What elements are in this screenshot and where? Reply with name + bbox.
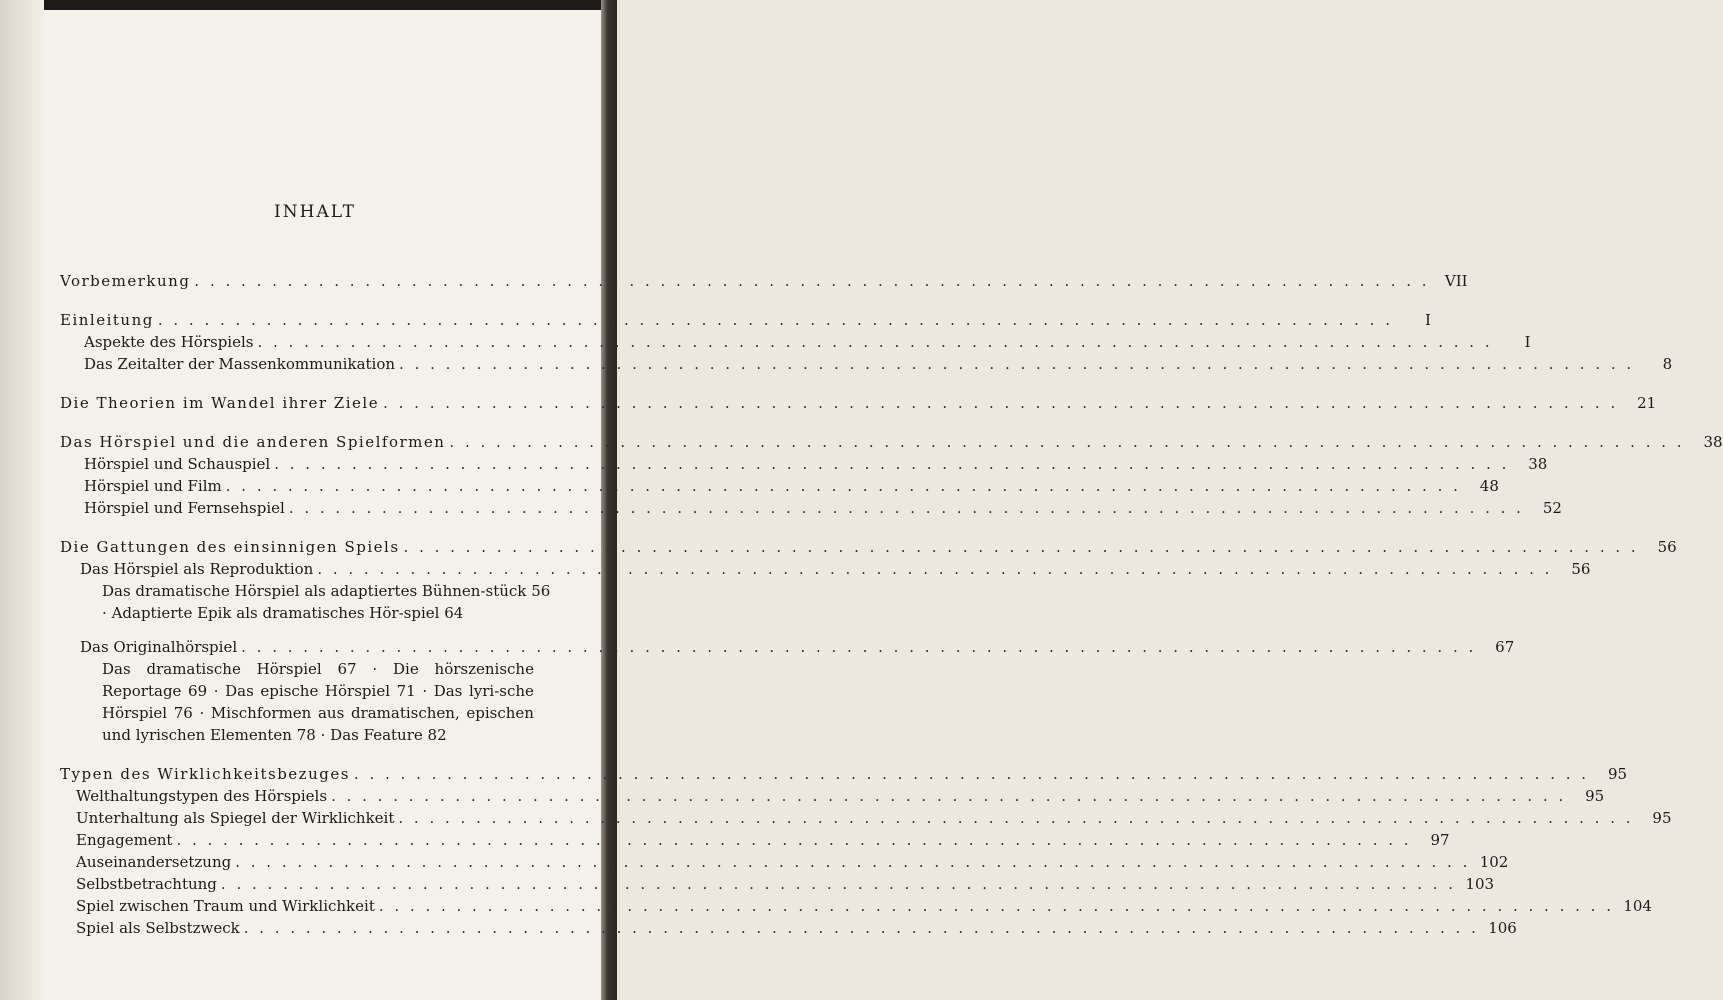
dot-leader: . . . . . . . . . . . . . . . . . . . . . . . . . . . . . . . . . . . . . . . . . . . . . . . . . . . . . . . . . . . . . . . . . . . . . . . . . . . . . . . .	[194, 272, 1430, 290]
entry-page: 48	[1479, 477, 1499, 495]
dot-leader: . . . . . . . . . . . . . . . . . . . . . . . . . . . . . . . . . . . . . . . . . . . . . . . . . . . . . . . . . . . . . . . . . . . . . . . . . . . . . . . .	[403, 538, 1639, 556]
entry-title: Hörspiel und Film	[84, 477, 222, 495]
separator: ·	[102, 604, 107, 622]
entry-title: Engagement	[76, 831, 173, 849]
entry-title: Vorbemerkung	[60, 272, 191, 290]
entry-title: Die hörszenische Reportage	[102, 660, 534, 700]
entry-page: 95	[1652, 809, 1672, 827]
toc-paragraph	[60, 658, 560, 746]
toc-entry-sub	[60, 917, 1517, 939]
toc-section	[60, 763, 1672, 939]
entry-title: Das Zeitalter der Massenkommunikation	[84, 355, 396, 373]
entry-page: 67	[1495, 638, 1515, 656]
toc-section	[60, 309, 1673, 375]
dot-leader: . . . . . . . . . . . . . . . . . . . . . . . . . . . . . . . . . . . . . . . . . . . . . . . . . . . . . . . . . . . . . . . . . . . . . . . . . . . . . . . .	[235, 853, 1471, 871]
toc-entry-sub	[60, 636, 1515, 658]
dot-leader: . . . . . . . . . . . . . . . . . . . . . . . . . . . . . . . . . . . . . . . . . . . . . . . . . . . . . . . . . . . . . . . . . . . . . . . . . . . . . . . .	[241, 638, 1477, 656]
entry-page: I	[1425, 311, 1431, 329]
entry-page: 56	[1571, 560, 1591, 578]
separator: ·	[213, 682, 219, 700]
entry-title: Das epische Hörspiel	[225, 682, 390, 700]
entry-page: 71	[396, 682, 416, 700]
entry-page: 82	[427, 726, 447, 744]
page-title: INHALT	[274, 202, 356, 222]
toc-entry-chapter	[60, 536, 1677, 558]
toc-entry-sub	[60, 331, 1531, 353]
separator: ·	[372, 660, 378, 678]
entry-title: Welthaltungstypen des Hörspiels	[76, 787, 328, 805]
entry-title: Unterhaltung als Spiegel der Wirklichkeit	[76, 809, 395, 827]
toc-entry-sub	[60, 497, 1562, 519]
toc-entry-sub	[60, 785, 1605, 807]
dot-leader: . . . . . . . . . . . . . . . . . . . . . . . . . . . . . . . . . . . . . . . . . . . . . . . . . . . . . . . . . . . . . . . . . . . . . . . . . . . . . . . .	[378, 897, 1614, 915]
entry-page: 103	[1465, 875, 1495, 893]
dot-leader: . . . . . . . . . . . . . . . . . . . . . . . . . . . . . . . . . . . . . . . . . . . . . . . . . . . . . . . . . . . . . . . . . . . . . . . . . . . . . . . .	[317, 560, 1553, 578]
toc-entry-chapter	[60, 392, 1657, 414]
toc-entry-sub	[60, 558, 1591, 580]
dot-leader: . . . . . . . . . . . . . . . . . . . . . . . . . . . . . . . . . . . . . . . . . . . . . . . . . . . . . . . . . . . . . . . . . . . . . . . . . . . . . . . .	[257, 333, 1493, 351]
paragraph-entry	[102, 660, 357, 678]
toc-entry-chapter	[60, 270, 1468, 292]
toc-entry-sub	[60, 895, 1652, 917]
toc-entry-chapter	[60, 431, 1723, 453]
entry-title: Typen des Wirklichkeitsbezuges	[60, 765, 350, 783]
dot-leader: . . . . . . . . . . . . . . . . . . . . . . . . . . . . . . . . . . . . . . . . . . . . . . . . . . . . . . . . . . . . . . . . . . . . . . . . . . . . . . . .	[176, 831, 1412, 849]
entry-page: 52	[1542, 499, 1562, 517]
entry-page: 95	[1607, 765, 1628, 783]
toc-entry-sub	[60, 851, 1509, 873]
toc-section	[60, 536, 1677, 746]
entry-page: 67	[337, 660, 357, 678]
book-page	[44, 10, 1723, 1000]
paragraph-entry	[112, 604, 464, 622]
scan-top-edge	[0, 0, 617, 10]
separator: ·	[422, 682, 428, 700]
toc-entry-sub	[60, 873, 1495, 895]
entry-title: Das dramatische Hörspiel als adaptiertes Bühnen-stück	[102, 582, 527, 600]
entry-title: Einleitung	[60, 311, 154, 329]
entry-page: 106	[1488, 919, 1517, 937]
dot-leader: . . . . . . . . . . . . . . . . . . . . . . . . . . . . . . . . . . . . . . . . . . . . . . . . . . . . . . . . . . . . . . . . . . . . . . . . . . . . . . . .	[383, 394, 1619, 412]
dot-leader: . . . . . . . . . . . . . . . . . . . . . . . . . . . . . . . . . . . . . . . . . . . . . . . . . . . . . . . . . . . . . . . . . . . . . . . . . . . . . . . .	[399, 355, 1635, 373]
entry-title: Das dramatische Hörspiel	[102, 660, 322, 678]
entry-page: 21	[1637, 394, 1657, 412]
entry-page: 95	[1585, 787, 1605, 805]
toc-entry-sub	[60, 475, 1499, 497]
entry-title: Aspekte des Hörspiels	[84, 333, 254, 351]
entry-page: 56	[1657, 538, 1677, 556]
entry-page: 97	[1430, 831, 1450, 849]
entry-page: 8	[1662, 355, 1673, 373]
dot-leader: . . . . . . . . . . . . . . . . . . . . . . . . . . . . . . . . . . . . . . . . . . . . . . . . . . . . . . . . . . . . . . . . . . . . . . . . . . . . . . . .	[288, 499, 1524, 517]
entry-title: Das Hörspiel als Reproduktion	[80, 560, 314, 578]
dot-leader: . . . . . . . . . . . . . . . . . . . . . . . . . . . . . . . . . . . . . . . . . . . . . . . . . . . . . . . . . . . . . . . . . . . . . . . . . . . . . . . .	[331, 787, 1567, 805]
toc-entry-chapter	[60, 763, 1628, 785]
entry-title: Hörspiel und Fernsehspiel	[84, 499, 285, 517]
entry-page: 102	[1479, 853, 1509, 871]
dot-leader: . . . . . . . . . . . . . . . . . . . . . . . . . . . . . . . . . . . . . . . . . . . . . . . . . . . . . . . . . . . . . . . . . . . . . . . . . . . . . . . .	[243, 919, 1479, 937]
dot-leader: . . . . . . . . . . . . . . . . . . . . . . . . . . . . . . . . . . . . . . . . . . . . . . . . . . . . . . . . . . . . . . . . . . . . . . . . . . . . . . . .	[274, 455, 1510, 473]
toc-section	[60, 431, 1723, 519]
paragraph-entry	[330, 726, 446, 744]
entry-title: Das Feature	[330, 726, 423, 744]
entry-title: Spiel als Selbstzweck	[76, 919, 240, 937]
toc-entry-sub	[60, 453, 1548, 475]
toc-entry-sub	[60, 353, 1673, 375]
entry-page: I	[1524, 333, 1531, 351]
dot-leader: . . . . . . . . . . . . . . . . . . . . . . . . . . . . . . . . . . . . . . . . . . . . . . . . . . . . . . . . . . . . . . . . . . . . . . . . . . . . . . . .	[225, 477, 1461, 495]
toc-section	[60, 392, 1657, 414]
entry-title: Hörspiel und Schauspiel	[84, 455, 271, 473]
toc-entry-chapter	[60, 309, 1431, 331]
entry-title: Spiel zwischen Traum und Wirklichkeit	[76, 897, 375, 915]
table-of-contents	[60, 202, 1723, 956]
entry-page: 64	[444, 604, 464, 622]
entry-page: 38	[1528, 455, 1548, 473]
entry-page: 38	[1703, 433, 1723, 451]
toc-entry-sub	[60, 807, 1672, 829]
dot-leader: . . . . . . . . . . . . . . . . . . . . . . . . . . . . . . . . . . . . . . . . . . . . . . . . . . . . . . . . . . . . . . . . . . . . . . . . . . . . . . . .	[220, 875, 1457, 893]
book-spine-shadow	[0, 0, 44, 1000]
entry-title: Das lyri-sche Hörspiel	[102, 682, 534, 722]
entry-page: 76	[173, 704, 193, 722]
entry-title: Das Originalhörspiel	[80, 638, 238, 656]
entry-page: 56	[531, 582, 551, 600]
dot-leader: . . . . . . . . . . . . . . . . . . . . . . . . . . . . . . . . . . . . . . . . . . . . . . . . . . . . . . . . . . . . . . . . . . . . . . . . . . . . . . . .	[157, 311, 1393, 329]
entry-page: 78	[296, 726, 316, 744]
separator: ·	[320, 726, 326, 744]
dot-leader: . . . . . . . . . . . . . . . . . . . . . . . . . . . . . . . . . . . . . . . . . . . . . . . . . . . . . . . . . . . . . . . . . . . . . . . . . . . . . . . .	[449, 433, 1685, 451]
entry-title: Mischformen aus dramatischen, epischen und lyrischen Elementen	[102, 704, 534, 744]
paragraph-entry	[225, 682, 416, 700]
dot-leader: . . . . . . . . . . . . . . . . . . . . . . . . . . . . . . . . . . . . . . . . . . . . . . . . . . . . . . . . . . . . . . . . . . . . . . . . . . . . . . . .	[398, 809, 1634, 827]
dot-leader: . . . . . . . . . . . . . . . . . . . . . . . . . . . . . . . . . . . . . . . . . . . . . . . . . . . . . . . . . . . . . . . . . . . . . . . . . . . . . . . .	[353, 765, 1590, 783]
entry-page: 69	[188, 682, 208, 700]
entry-title: Adaptierte Epik als dramatisches Hör-spiel	[111, 604, 440, 622]
toc-section	[60, 270, 1468, 292]
entry-title: Die Gattungen des einsinnigen Spiels	[60, 538, 400, 556]
entry-title: Selbstbetrachtung	[76, 875, 217, 893]
paragraph-entry	[102, 582, 550, 600]
separator: ·	[199, 704, 205, 722]
entry-title: Auseinandersetzung	[76, 853, 232, 871]
toc-entry-sub	[60, 829, 1450, 851]
entry-title: Das Hörspiel und die anderen Spielformen	[60, 433, 446, 451]
entry-page: VII	[1444, 272, 1468, 290]
entry-page: 104	[1623, 897, 1652, 915]
toc-paragraph	[60, 580, 560, 624]
entry-title: Die Theorien im Wandel ihrer Ziele	[60, 394, 380, 412]
